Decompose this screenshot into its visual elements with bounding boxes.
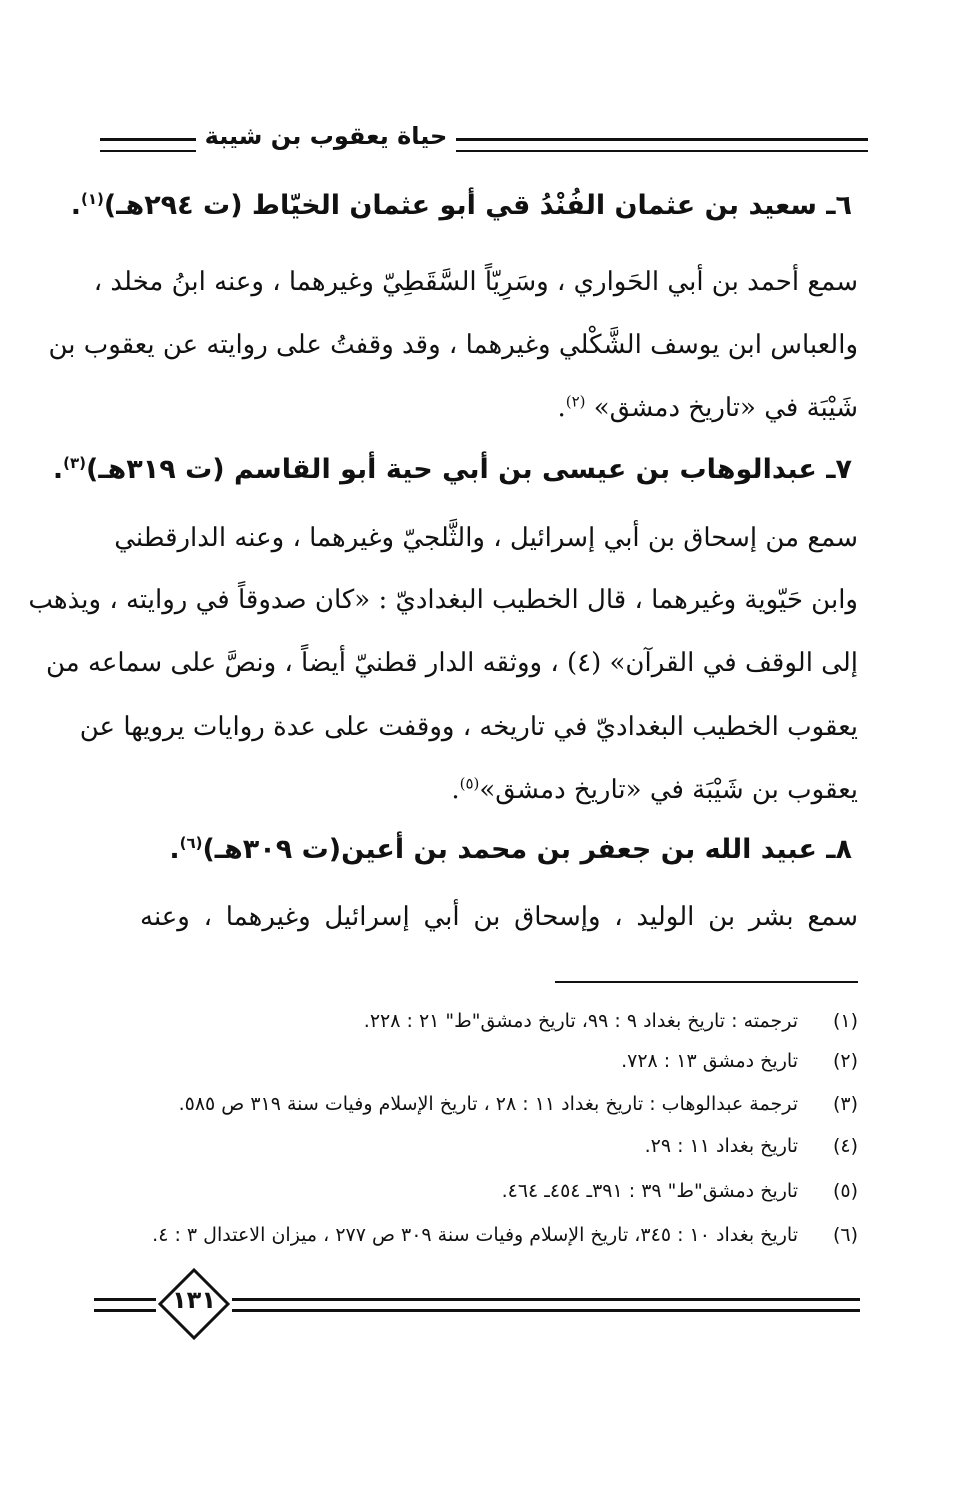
footnote-4: (٤)تاريخ بغداد ١١ : ٢٩.	[644, 1135, 858, 1157]
page-number: ١٣١	[172, 1286, 216, 1314]
footnote-separator	[555, 981, 858, 983]
entry-6-line-3: شَيْبَة في «تاريخ دمشق» $^{(٢)}$.	[557, 392, 858, 423]
footnote-2: (٢)تاريخ دمشق ١٣ : ٧٢٨.	[621, 1050, 858, 1072]
footnote-3: (٣)ترجمة عبدالوهاب : تاريخ بغداد ١١ : ٢٨ ، تاريخ الإسلام وفيات سنة ٣١٩ ص ٥٨٥.	[178, 1093, 858, 1115]
entry-6-line-1: سمع أحمد بن أبي الحَواري ، وسَرِيّاً السَّقَطِيّ وغيرهما ، وعنه ابنُ مخلد ،	[93, 267, 858, 297]
header-rule-right	[456, 138, 868, 152]
footnote-5: (٥)تاريخ دمشق"ط" ٣٩ : ٣٩١ـ ٤٥٤ـ ٤٦٤.	[501, 1180, 858, 1202]
entry-8-heading: ٨ـ عبيد الله بن جعفر بن محمد بن أعين(ت ٣٠٩هـ)$^{(٦)}$.	[169, 834, 852, 865]
entry-7-line-4: يعقوب الخطيب البغداديّ في تاريخه ، ووقفت على عدة روايات يرويها عن	[79, 712, 858, 742]
entry-7-line-2: وابن حَيّوية وغيرهما ، قال الخطيب البغداديّ : «كان صدوقاً في روايته ، ويذهب	[28, 585, 858, 615]
footer-rule-right	[232, 1298, 860, 1312]
footer-rule-left	[94, 1298, 156, 1312]
header-rule-left	[100, 138, 196, 152]
entry-6-heading: ٦ـ سعيد بن عثمان الفُنْدُ قي أبو عثمان الخيّاط (ت ٢٩٤هـ)$^{(١)}$.	[70, 190, 852, 221]
footnote-6: (٦)تاريخ بغداد ١٠ : ٣٤٥، تاريخ الإسلام وفيات سنة ٣٠٩ ص ٢٧٧ ، ميزان الاعتدال ٣ : ٤.	[152, 1224, 858, 1246]
entry-7-line-5: يعقوب بن شَيْبَة في «تاريخ دمشق»$^{(٥)}$.	[451, 774, 858, 805]
entry-7-heading: ٧ـ عبدالوهاب بن عيسى بن أبي حية أبو القاسم (ت ٣١٩هـ)$^{(٣)}$.	[52, 454, 852, 485]
entry-8-line-1: سمع بشر بن الوليد ، وإسحاق بن أبي إسرائيل وغيرهما ، وعنه	[140, 902, 858, 932]
entry-6-line-2: والعباس ابن يوسف الشَّكْلي وغيرهما ، وقد وقفتُ على روايته عن يعقوب بن	[48, 330, 858, 360]
entry-7-line-3: إلى الوقف في القرآن» (٤) ، ووثقه الدار قطنيّ أيضاً ، ونصَّ على سماعه من	[45, 648, 858, 678]
running-header-title: حياة يعقوب بن شيبة	[204, 122, 448, 150]
entry-7-line-1: سمع من إسحاق بن أبي إسرائيل ، والثَّلجيّ وغيرهما ، وعنه الدارقطني	[114, 523, 858, 553]
footnote-1: (١)ترجمته : تاريخ بغداد ٩ : ٩٩، تاريخ دمشق"ط" ٢١ : ٢٢٨.	[363, 1010, 858, 1032]
page-footer	[94, 1268, 860, 1340]
running-header	[100, 122, 868, 162]
